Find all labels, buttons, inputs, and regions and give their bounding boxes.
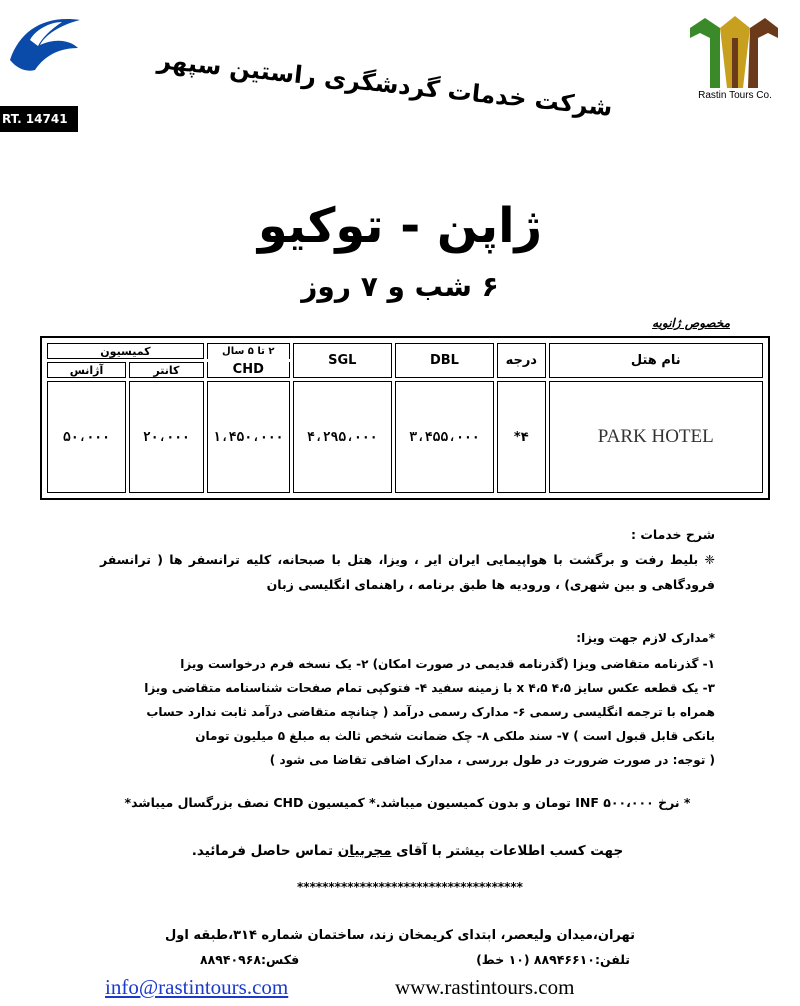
price-table [44,340,766,496]
visa-line: همراه با ترجمه انگلیسی رسمی ۶- مدارک رسمی درآمد ( چنانچه متقاضی درآمد ثابت ندارد حساب [146,705,715,719]
header-commission: کمیسیون [47,343,204,359]
phone-number: تلفن:۸۸۹۴۶۶۱۰ (۱۰ خط) [476,952,630,967]
cell-grade: ۴* [497,381,546,493]
duration-title: ۶ شب و ۷ روز [301,270,499,303]
contact-person: مجربیان [337,843,392,859]
divider-stars: ************************************ [297,880,523,894]
address: تهران،میدان ولیعصر، ابتدای کریمخان زند، ساختمان شماره ۳۱۴،طبقه اول [165,928,635,943]
company-name: شرکت خدمات گردشگری راستین سپهر [156,46,614,122]
fax-number: فکس:۸۸۹۴۰۹۶۸ [200,952,300,967]
cell-agency: ۵۰،۰۰۰ [47,381,126,493]
services-section [100,522,715,597]
table-row [47,381,763,493]
contact-text-end: تماس حاصل فرمائید. [191,843,338,859]
header-chd-age: ۲ تا ۵ سال [207,343,290,359]
header-dbl: DBL [395,343,494,378]
services-body: ❈ بلیط رفت و برگشت با هواپیمایی ایران ایر ، ویزا، هتل با صبحانه، کلیه ترانسفر ها ( ترانسفر فرودگاهی و بین شهری) ، ورودیه ها طبق برنامه ، راهنمای انگلیسی زبان [100,552,715,592]
rastin-logo-icon [680,8,786,93]
visa-line: بانکی قابل قبول است ) ۷- سند ملکی ۸- چک ضمانت شخص ثالث به مبلغ ۵ میلیون تومان [195,729,715,743]
header-grade: درجه [497,343,546,378]
services-title: شرح خدمات : [630,527,715,542]
cell-sgl: ۴،۲۹۵،۰۰۰ [293,381,392,493]
phone-fax-row [200,952,630,967]
airline-logo-icon [0,0,95,95]
destination-title: ژاپن - توکیو [257,198,543,254]
contact-note [100,843,715,859]
website-link[interactable]: www.rastintours.com [395,975,575,999]
contact-text: جهت کسب اطلاعات بیشتر با آقای [391,843,624,859]
header-chd: CHD [207,362,290,378]
visa-line: ۱- گذرنامه متقاضی ویزا (گذرنامه قدیمی در صورت امکان) ۲- یک نسخه فرم درخواست ویزا [180,657,715,671]
visa-line: ( توجه: در صورت ضرورت در طول بررسی ، مدارک اضافی تقاضا می شود ) [269,753,715,767]
visa-section [100,626,715,772]
logo-caption: Rastin Tours Co. [698,90,772,101]
cell-chd: ۱،۴۵۰،۰۰۰ [207,381,290,493]
cell-counter: ۲۰،۰۰۰ [129,381,204,493]
header-hotel: نام هتل [549,343,763,378]
header-sgl: SGL [293,343,392,378]
cell-hotel: PARK HOTEL [549,381,763,493]
cell-dbl: ۳،۴۵۵،۰۰۰ [395,381,494,493]
visa-title: *مدارک لازم جهت ویزا: [576,631,715,645]
header-agency: آژانس [47,362,126,378]
email-link[interactable]: info@rastintours.com [105,975,289,999]
header-counter: کانتر [129,362,204,378]
special-label: مخصوص ژانویه [652,316,730,330]
inf-note: * نرخ INF ۵۰۰،۰۰۰ تومان و بدون کمیسیون میباشد.* کمیسیون CHD نصف بزرگسال میباشد* [124,795,691,810]
certificate-badge: RT. 14741 [0,106,78,132]
visa-line: ۳- یک قطعه عکس سایز ۴،۵ x ۴،۵ با زمینه سفید ۴- فتوکپی تمام صفحات شناسنامه متقاضی ویزا [144,681,715,695]
